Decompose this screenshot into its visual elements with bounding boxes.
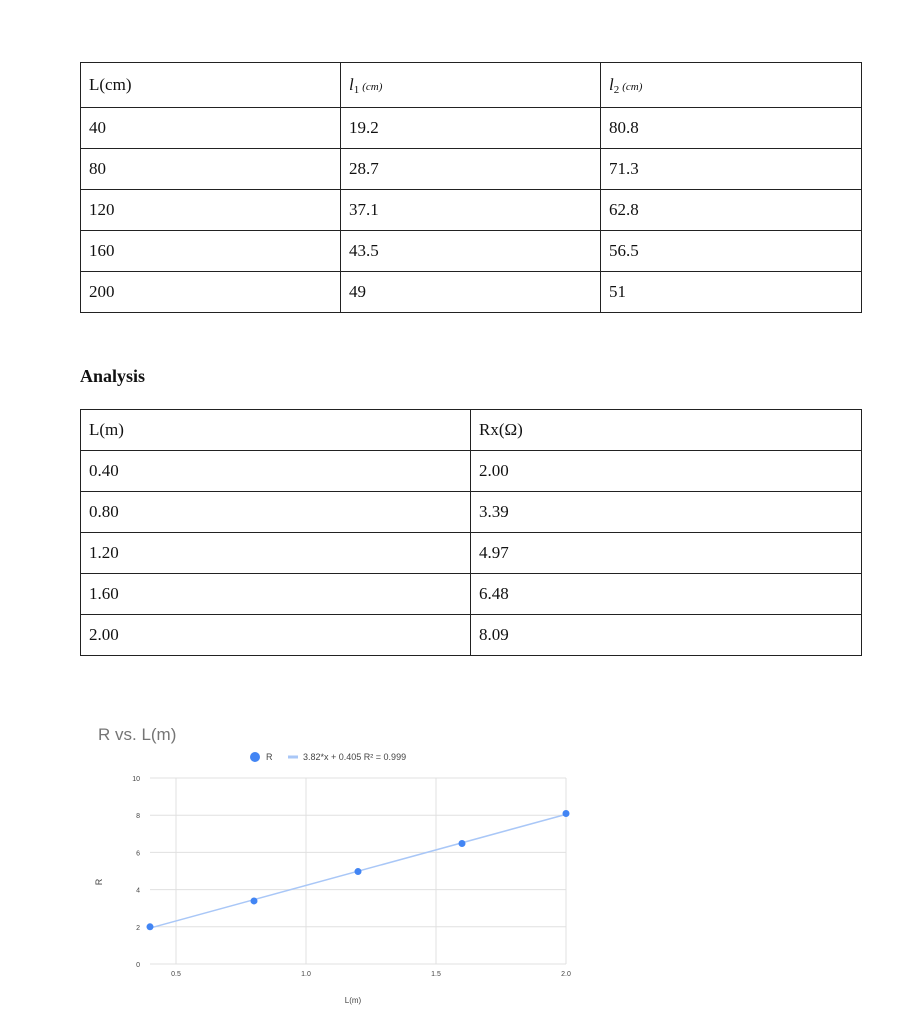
x-tick-label: 2.0 bbox=[561, 971, 571, 978]
y-tick-label: 8 bbox=[136, 813, 140, 821]
table-cell: 8.09 bbox=[471, 615, 862, 656]
table-cell: 19.2 bbox=[341, 108, 601, 149]
table-row bbox=[81, 231, 862, 272]
measurements-table bbox=[80, 62, 862, 313]
table-cell: 200 bbox=[81, 272, 341, 313]
table-cell: 80 bbox=[81, 149, 341, 190]
x-tick-label: 1.5 bbox=[431, 971, 441, 978]
legend-trendline-label: 3.82*x + 0.405 R² = 0.999 bbox=[303, 752, 407, 762]
data-point bbox=[355, 868, 362, 875]
table-cell: 120 bbox=[81, 190, 341, 231]
chart-title: R vs. L(m) bbox=[98, 725, 177, 744]
table-row bbox=[81, 492, 862, 533]
x-axis-ticks bbox=[171, 971, 571, 978]
l1-subscript: 1 bbox=[353, 83, 360, 96]
measurements-table-body bbox=[81, 63, 862, 313]
x-tick-label: 1.0 bbox=[301, 971, 311, 978]
table-cell: 3.39 bbox=[471, 492, 862, 533]
table-row bbox=[81, 615, 862, 656]
l2-subscript: 2 bbox=[613, 83, 620, 96]
analysis-table-body bbox=[81, 410, 862, 656]
table-cell: 28.7 bbox=[341, 149, 601, 190]
table-row bbox=[81, 533, 862, 574]
l2-unit: (cm) bbox=[622, 80, 643, 93]
header-l1 bbox=[341, 63, 601, 108]
data-point bbox=[147, 923, 154, 930]
table-cell: 40 bbox=[81, 108, 341, 149]
chart-legend bbox=[250, 752, 406, 762]
table-cell: 43.5 bbox=[341, 231, 601, 272]
table-cell: 0.40 bbox=[81, 451, 471, 492]
header-l2 bbox=[601, 63, 862, 108]
y-tick-label: 6 bbox=[136, 850, 140, 858]
analysis-heading: Analysis bbox=[80, 366, 146, 386]
y-tick-label: 10 bbox=[132, 776, 140, 783]
y-tick-label: 4 bbox=[136, 887, 140, 895]
header-length-cm-label: L(cm) bbox=[89, 75, 132, 94]
table-cell: 160 bbox=[81, 231, 341, 272]
table-cell: 49 bbox=[341, 272, 601, 313]
data-point bbox=[251, 897, 258, 904]
data-point bbox=[459, 840, 466, 847]
table-cell: 1.20 bbox=[81, 533, 471, 574]
header-length-cm bbox=[81, 63, 341, 108]
table-row bbox=[81, 451, 862, 492]
table-cell: 51 bbox=[601, 272, 862, 313]
table-header-row bbox=[81, 63, 862, 108]
table-cell: 2.00 bbox=[81, 615, 471, 656]
table-row bbox=[81, 108, 862, 149]
y-axis-label: R bbox=[94, 878, 104, 886]
table-cell: 6.48 bbox=[471, 574, 862, 615]
x-axis-label: L(m) bbox=[344, 996, 362, 1005]
table-header-row bbox=[81, 410, 862, 451]
table-cell: 62.8 bbox=[601, 190, 862, 231]
table-cell: 37.1 bbox=[341, 190, 601, 231]
y-tick-label: 2 bbox=[136, 924, 140, 932]
header-length-m: L(m) bbox=[81, 410, 471, 451]
table-cell: 1.60 bbox=[81, 574, 471, 615]
data-point bbox=[563, 810, 570, 817]
table-cell: 2.00 bbox=[471, 451, 862, 492]
table-cell: 56.5 bbox=[601, 231, 862, 272]
l2-symbol: l bbox=[609, 74, 614, 94]
y-axis-ticks bbox=[132, 776, 140, 969]
l1-symbol: l bbox=[349, 74, 354, 94]
header-resistance: Rx(Ω) bbox=[471, 410, 862, 451]
l1-unit: (cm) bbox=[362, 80, 383, 93]
legend-series-marker bbox=[250, 752, 260, 762]
table-cell: 80.8 bbox=[601, 108, 862, 149]
table-cell: 4.97 bbox=[471, 533, 862, 574]
table-row bbox=[81, 272, 862, 313]
x-tick-label: 0.5 bbox=[171, 971, 181, 978]
legend-series-label: R bbox=[266, 752, 273, 762]
table-cell: 0.80 bbox=[81, 492, 471, 533]
table-cell: 71.3 bbox=[601, 149, 862, 190]
analysis-table bbox=[80, 409, 862, 656]
y-tick-label: 0 bbox=[136, 962, 140, 969]
r-vs-l-chart bbox=[80, 712, 600, 1012]
table-row bbox=[81, 574, 862, 615]
table-row bbox=[81, 149, 862, 190]
table-row bbox=[81, 190, 862, 231]
